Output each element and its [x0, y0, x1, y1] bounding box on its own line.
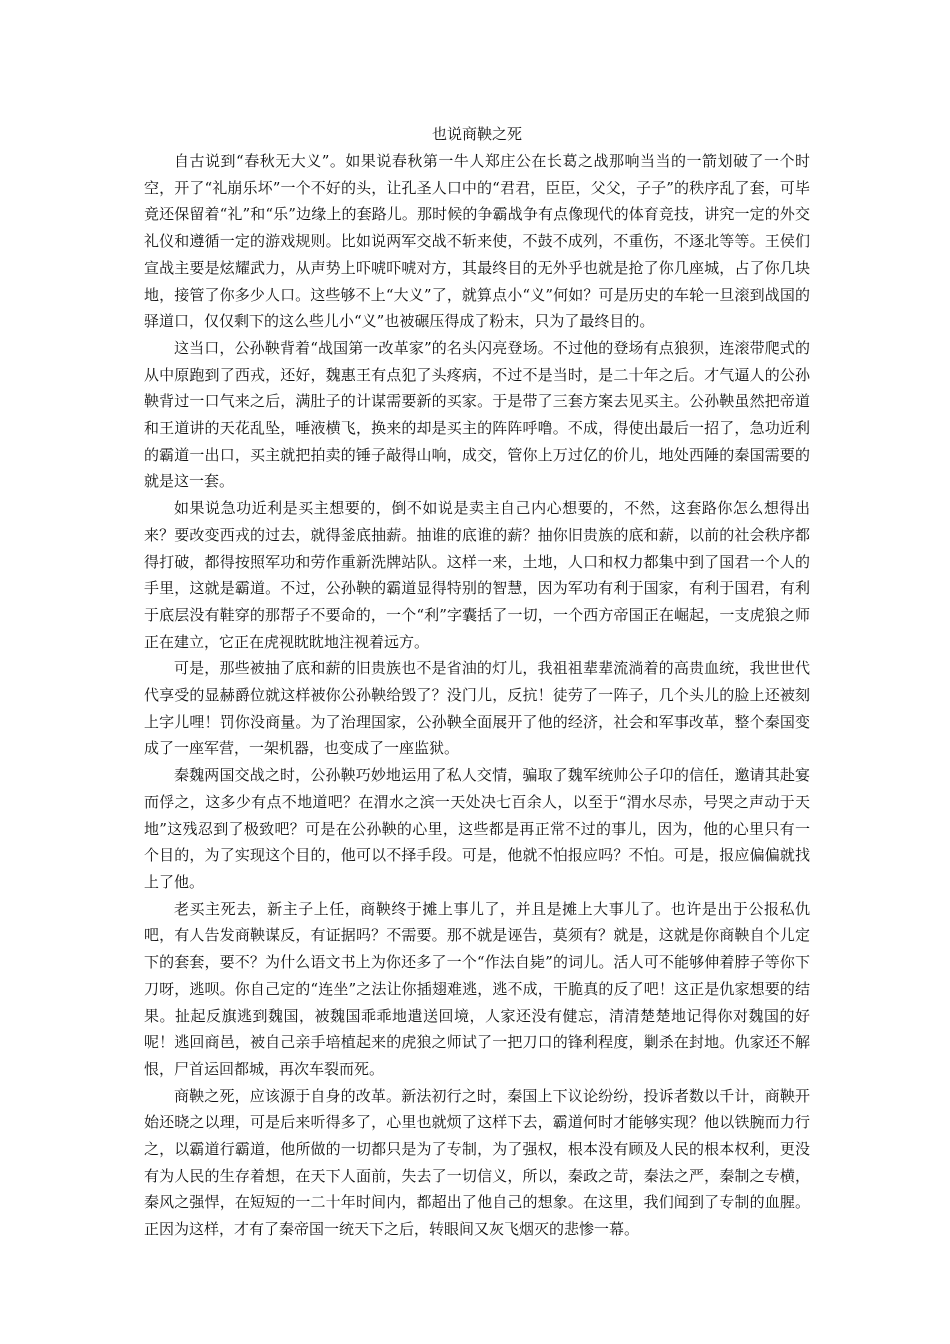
paragraph-4: 可是，那些被抽了底和薪的旧贵族也不是省油的灯儿，我祖祖辈辈流淌着的高贵血统，我世世代代享受的显赫爵位就这样被你公孙鞅给毁了？没门儿，反抗！徒劳了一阵子，几个头儿的脸上还被刻上字儿哩！罚你没商量。为了治理国家，公孙鞅全面展开了他的经济，社会和军事改革，整个秦国变成了一座军营，一架机器，也变成了一座监狱。 [144, 659, 810, 758]
paragraph-3: 如果说急功近利是买主想要的，倒不如说是卖主自己内心想要的，不然，这套路你怎么想得出来？要改变西戎的过去，就得釜底抽薪。抽谁的底谁的薪？抽你旧贵族的底和薪，以前的社会秩序都得打破，都得按照军功和劳作重新洗牌站队。这样一来，土地，人口和权力都集中到了国君一个人的手里，这就是霸道。不过，公孙鞅的霸道显得特别的智慧，因为军功有利于国家，有利于国君，有利于底层没有鞋穿的那帮子不要命的，一个“利”字囊括了一切，一个西方帝国正在崛起，一支虎狼之师正在建立，它正在虎视眈眈地注视着远方。 [144, 499, 810, 651]
paragraph-1: 自古说到“春秋无大义”。如果说春秋第一牛人郑庄公在长葛之战那响当当的一箭划破了一个时空，开了“礼崩乐坏”一个不好的头，让孔圣人口中的“君君，臣臣，父父，子子”的秩序乱了套，可毕竟还保留着“礼”和“乐”边缘上的套路儿。那时候的争霸战争有点像现代的体育竞技，讲究一定的外交礼仪和遵循一定的游戏规则。比如说两军交战不斩来使，不鼓不成列，不重伤，不逐北等等。王侯们宣战主要是炫耀武力，从声势上吓唬吓唬对方，其最终目的无外乎也就是抢了你几座城，占了你几块地，接管了你多少人口。这些够不上“大义”了，就算点小“义”何如？可是历史的车轮一旦滚到战国的驿道口，仅仅剩下的这么些儿小“义”也被碾压得成了粉末，只为了最终目的。 [144, 152, 810, 331]
paragraph-2: 这当口，公孙鞅背着“战国第一改革家”的名头闪亮登场。不过他的登场有点狼狈，连滚带爬式的从中原跑到了西戎，还好，魏惠王有点犯了头疼病，不过不是当时，是二十年之后。才气逼人的公孙鞅背过一口气来之后，满肚子的计谋需要新的买家。于是带了三套方案去见买主。公孙鞅虽然把帝道和王道讲的天花乱坠，唾液横飞，换来的却是买主的阵阵呼噜。不成，得使出最后一招了，急功近利的霸道一出口，买主就把拍卖的锤子敲得山响，成交，管你上万过亿的价儿，地处西陲的秦国需要的就是这一套。 [144, 338, 810, 491]
document-title: 也说商鞅之死 [431, 125, 522, 143]
paragraph-7: 商鞅之死，应该源于自身的改革。新法初行之时，秦国上下议论纷纷，投诉者数以千计，商鞅开始还晓之以理，可是后来听得多了，心里也就烦了这样下去，霸道何时才能够实现？他以铁腕而力行之，以霸道行霸道，他所做的一切都只是为了专制，为了强权，根本没有顾及人民的根本权利，更没有为人民的生存着想，在天下人面前，失去了一切信义，所以，秦政之苛，秦法之严，秦制之专横，秦风之强悍，在短短的一二十年时间内，都超出了他自己的想象。在这里，我们闻到了专制的血腥。正因为这样，才有了秦帝国一统天下之后，转眼间又灰飞烟灭的悲惨一幕。 [144, 1086, 810, 1239]
document-page [144, 120, 810, 1243]
paragraph-5: 秦魏两国交战之时，公孙鞅巧妙地运用了私人交情，骗取了魏军统帅公子卬的信任，邀请其赴宴而俘之，这多少有点不地道吧？在渭水之滨一天处决七百余人，以至于“渭水尽赤，号哭之声动于天地”这残忍到了极致吧？可是在公孙鞅的心里，这些都是再正常不过的事儿，因为，他的心里只有一个目的，为了实现这个目的，他可以不择手段。可是，他就不怕报应吗？不怕。可是，报应偏偏就找上了他。 [144, 766, 810, 891]
paragraph-6: 老买主死去，新主子上任，商鞅终于摊上事儿了，并且是摊上大事儿了。也许是出于公报私仇吧，有人告发商鞅谋反，有证据吗？不需要。那不就是诬告，莫须有？就是，这就是你商鞅自个儿定下的套套，要不？为什么语文书上为你还多了一个“作法自毙”的词儿。活人可不能够伸着脖子等你下刀呀，逃呗。你自己定的“连坐”之法让你插翅难逃，逃不成，干脆真的反了吧！这正是仇家想要的结果。扯起反旗逃到魏国，被魏国乖乖地遣送回境，人家还没有健忘，清清楚楚地记得你对魏国的好呢！逃回商邑，被自己亲手培植起来的虎狼之师试了一把刀口的锋利程度，剿杀在封地。仇家还不解恨，尸首运回都城，再次车裂而死。 [144, 899, 810, 1078]
